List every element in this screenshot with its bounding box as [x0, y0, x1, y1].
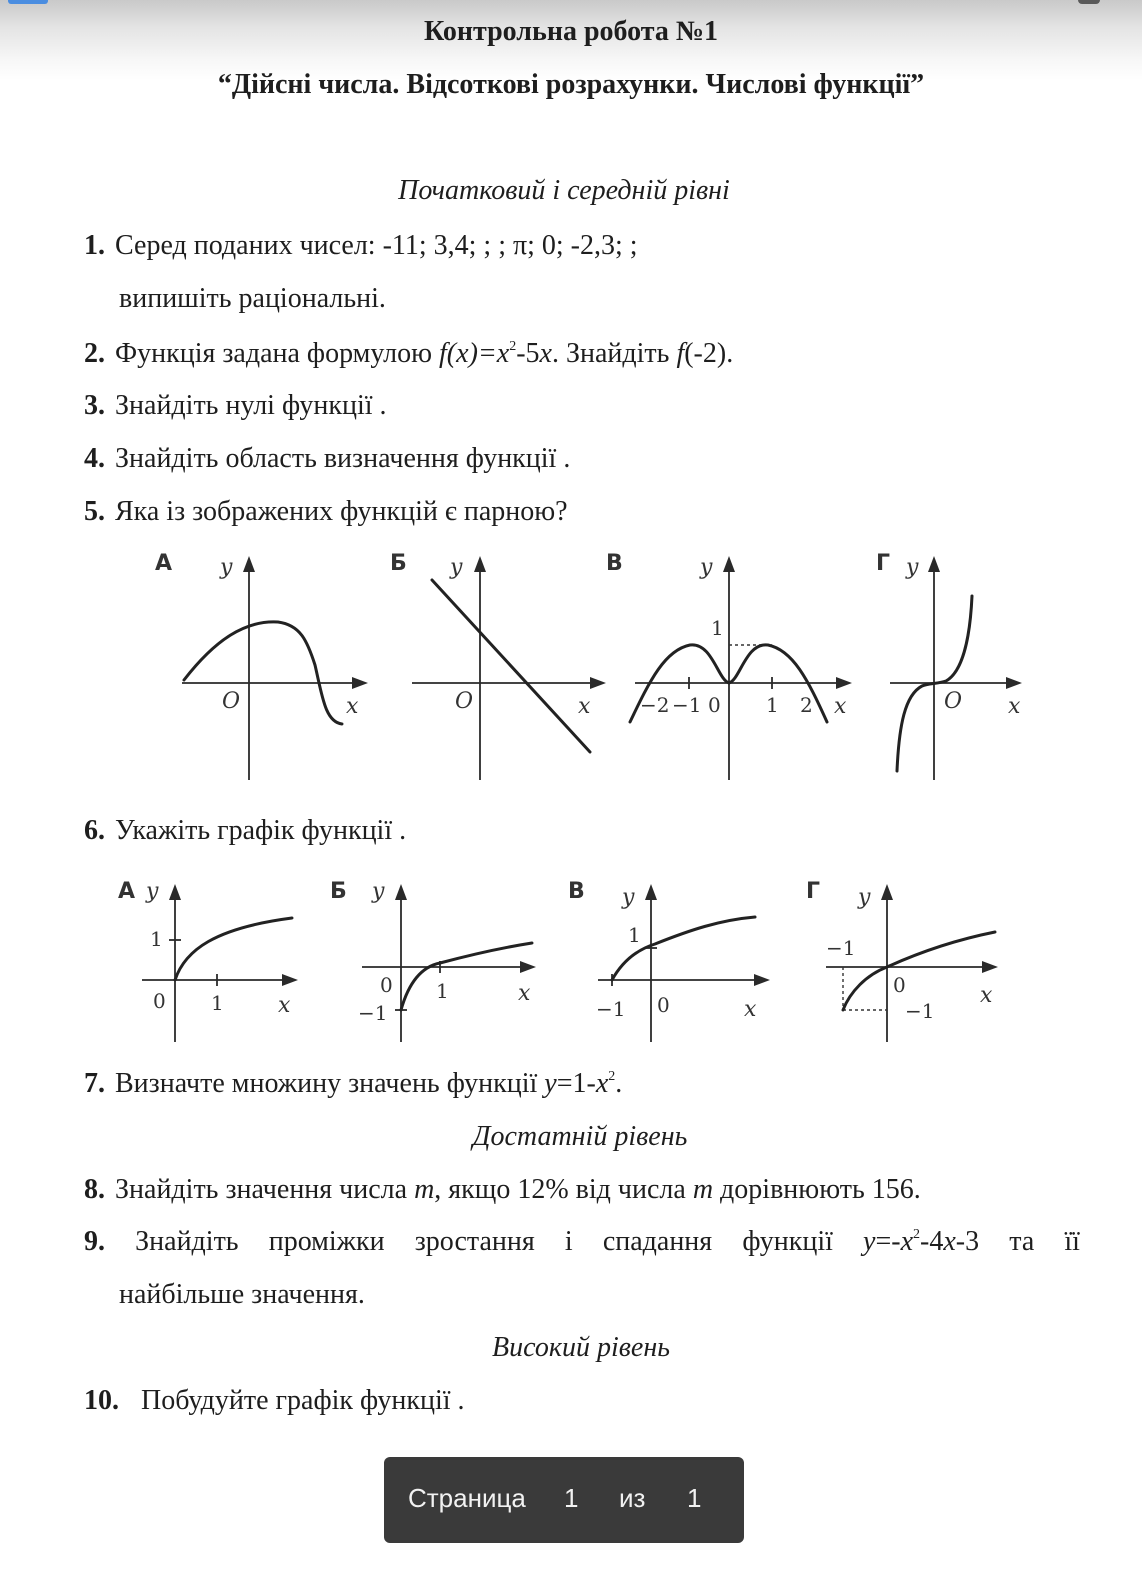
x-label: x	[346, 694, 359, 719]
q2-text-a: Функція задана формулою	[115, 338, 440, 369]
curve	[175, 918, 292, 980]
question-number: 6.	[84, 815, 105, 846]
tick-1-x: 1	[436, 979, 449, 1003]
x-label: x	[278, 993, 291, 1018]
question-number: 4.	[84, 443, 105, 474]
question-9	[84, 1226, 1080, 1258]
origin-label: O	[455, 689, 474, 714]
x-label: x	[980, 983, 993, 1008]
y-label: y	[858, 885, 871, 910]
origin-label: 0	[153, 989, 166, 1013]
question-8	[84, 1174, 921, 1206]
q2-text-b: -5	[516, 338, 540, 369]
x-label: x	[578, 694, 591, 719]
q8-var-m: m	[414, 1174, 435, 1205]
tick-neg1: −1	[672, 693, 702, 717]
q8-text-c: дорівнюють 156.	[713, 1174, 921, 1205]
page-of-label: из	[619, 1483, 646, 1513]
q2-var-x: x	[539, 338, 552, 369]
q7-exponent: 2	[608, 1069, 616, 1084]
section-initial-level: Початковий і середній рівні	[398, 175, 730, 206]
x-label: x	[744, 997, 757, 1022]
x-label: x	[834, 694, 847, 719]
x-arrow	[754, 974, 770, 986]
question-7	[84, 1068, 622, 1100]
q7-var-x: x	[595, 1068, 609, 1099]
q2-text-d: (-2).	[684, 338, 734, 369]
q7-text-b: =1-	[556, 1068, 596, 1099]
tick-neg1-y: −1	[358, 1001, 388, 1025]
graph-label: В	[568, 879, 585, 904]
q9-var-y: y	[863, 1226, 876, 1257]
question-number: 10.	[84, 1385, 119, 1416]
document-subtitle: “Дійсні числа. Відсоткові розрахунки. Числові функції”	[217, 69, 925, 100]
graph-label: А	[118, 879, 136, 904]
q9-word: проміжки	[268, 1226, 385, 1257]
graph-label: А	[155, 551, 173, 576]
tick-1-y: 1	[150, 927, 163, 951]
y-label: y	[450, 555, 463, 580]
question-text: Яка із зображених функцій є парною?	[115, 496, 568, 527]
origin-label: 0	[657, 993, 670, 1017]
question-number: 2.	[84, 338, 105, 369]
q2-text-c: . Знайдіть	[551, 338, 677, 369]
question-text: Серед поданих чисел: -11; 3,4; ; ; π; 0; -2,3; ;	[115, 230, 638, 261]
q8-text-a: Знайдіть значення числа	[115, 1174, 415, 1205]
y-label: y	[146, 879, 159, 904]
y-arrow	[395, 884, 407, 900]
question-number: 9.	[84, 1226, 105, 1257]
graph-label: Б	[330, 879, 347, 904]
question-text: Побудуйте графік функції .	[141, 1385, 465, 1416]
q9-word: її	[1064, 1226, 1080, 1257]
y-arrow	[645, 884, 657, 900]
total-pages: 1	[687, 1483, 702, 1513]
q9-word: та	[1009, 1226, 1035, 1257]
tick-neg2: −2	[640, 693, 670, 717]
graph-label: Г	[806, 879, 821, 904]
page-label: Страница	[408, 1483, 526, 1513]
question-text: Укажіть графік функції .	[115, 815, 407, 846]
question-10	[84, 1385, 465, 1417]
graph-label: Б	[390, 551, 407, 576]
tick-1: 1	[766, 693, 779, 717]
x-label: x	[1008, 694, 1021, 719]
tick-neg1-x: −1	[826, 936, 856, 960]
q9-word: і	[564, 1226, 573, 1257]
tick-0: 0	[708, 693, 721, 717]
graph-6b	[330, 879, 536, 1042]
tick-neg1-y: −1	[905, 999, 935, 1023]
tick-neg1-x: −1	[596, 997, 626, 1021]
graph-6v	[568, 879, 770, 1042]
graph-6a	[118, 879, 298, 1042]
question-text: Знайдіть область визначення функції .	[115, 443, 571, 474]
q9-var-x: x	[900, 1226, 914, 1257]
q2-exponent: 2	[509, 339, 517, 354]
tick-2: 2	[800, 693, 813, 717]
x-arrow	[282, 974, 298, 986]
q9-exponent: 2	[913, 1227, 921, 1242]
q7-text-c: .	[615, 1068, 623, 1099]
page-indicator[interactable]	[384, 1457, 744, 1543]
curve	[401, 943, 532, 1010]
q9-term: -4	[920, 1226, 944, 1257]
tick-1: 1	[711, 616, 724, 640]
y-label: y	[220, 555, 233, 580]
question-number: 7.	[84, 1068, 105, 1099]
x-arrow	[982, 961, 998, 973]
q8-var-m: m	[692, 1174, 714, 1205]
question-number: 8.	[84, 1174, 105, 1205]
origin-label: 0	[893, 973, 906, 997]
q9-eq: =-	[875, 1226, 901, 1257]
q7-text-a: Визначте множину значень функції	[115, 1068, 545, 1099]
graph-label: Г	[876, 551, 891, 576]
y-arrow	[881, 884, 893, 900]
q9-var-x: x	[943, 1226, 956, 1257]
graph-6g	[806, 879, 998, 1042]
q7-var-y: y	[544, 1068, 557, 1099]
origin-label: O	[222, 689, 241, 714]
y-label: y	[372, 879, 385, 904]
question-text: Знайдіть нулі функції .	[115, 390, 387, 421]
x-label: x	[518, 981, 531, 1006]
q2-formula: f(x)=x	[439, 338, 510, 369]
q9-formula	[863, 1226, 979, 1258]
y-label: y	[700, 555, 713, 580]
tick-1-x: 1	[211, 991, 224, 1015]
q9-word: Знайдіть	[135, 1226, 239, 1257]
q9-word: функції	[742, 1226, 833, 1257]
question-number: 3.	[84, 390, 105, 421]
y-label: y	[622, 885, 635, 910]
origin-label: O	[944, 689, 963, 714]
current-page: 1	[564, 1483, 579, 1513]
q9-term: -3	[955, 1226, 980, 1257]
question-9-continuation: найбільше значення.	[119, 1279, 365, 1310]
question-number: 1.	[84, 230, 105, 261]
q8-text-b: , якщо 12% від числа	[434, 1174, 693, 1205]
tick-1-y: 1	[628, 923, 641, 947]
question-1-continuation: випишіть раціональні.	[119, 283, 386, 314]
document-title: Контрольна робота №1	[423, 16, 719, 47]
q9-word: спадання	[602, 1226, 713, 1257]
section-sufficient-level: Достатній рівень	[472, 1121, 688, 1152]
q9-word: зростання	[414, 1226, 535, 1257]
section-high-level: Високий рівень	[492, 1332, 670, 1363]
graph-label: В	[606, 551, 623, 576]
question-number: 5.	[84, 496, 105, 527]
x-arrow	[520, 961, 536, 973]
y-label: y	[906, 555, 919, 580]
q2-func-f: f	[676, 338, 685, 369]
origin-label: 0	[380, 973, 393, 997]
y-arrow	[169, 884, 181, 900]
